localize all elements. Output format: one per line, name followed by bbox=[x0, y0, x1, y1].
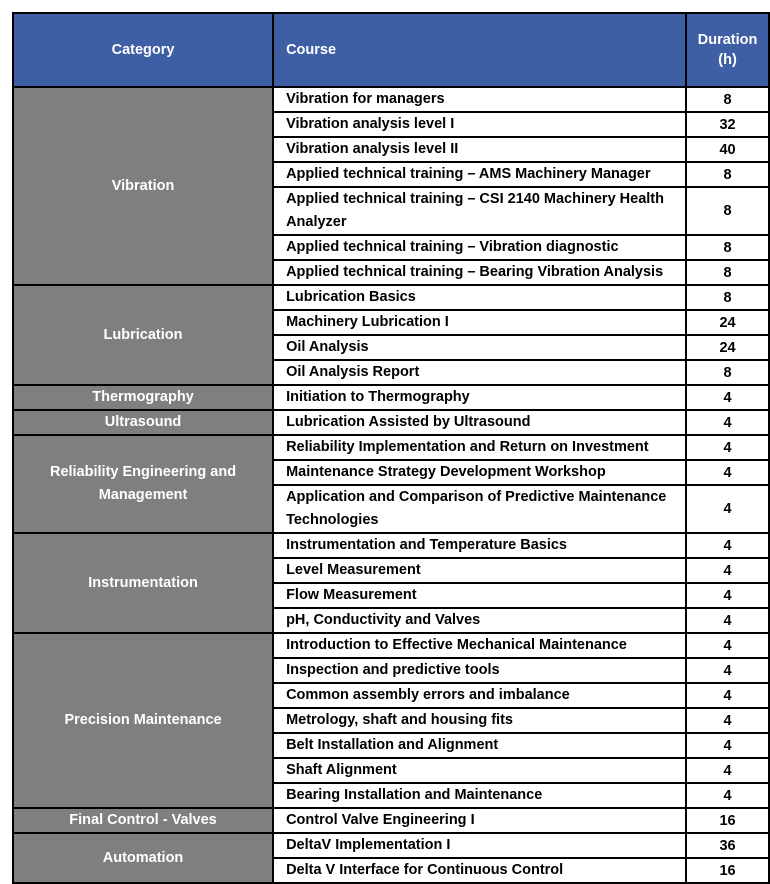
duration-cell: 8 bbox=[686, 285, 769, 310]
course-cell: Bearing Installation and Maintenance bbox=[273, 783, 686, 808]
course-cell: Belt Installation and Alignment bbox=[273, 733, 686, 758]
duration-cell: 8 bbox=[686, 87, 769, 112]
table-row bbox=[13, 833, 769, 858]
course-cell: Application and Comparison of Predictive Maintenance Technologies bbox=[273, 485, 686, 533]
course-table bbox=[12, 12, 770, 884]
duration-cell: 4 bbox=[686, 683, 769, 708]
header-category: Category bbox=[13, 13, 273, 87]
course-cell: Maintenance Strategy Development Workshop bbox=[273, 460, 686, 485]
duration-cell: 24 bbox=[686, 310, 769, 335]
category-cell: Instrumentation bbox=[13, 533, 273, 633]
course-cell: Applied technical training – AMS Machinery Manager bbox=[273, 162, 686, 187]
course-cell: Vibration analysis level II bbox=[273, 137, 686, 162]
course-cell: Shaft Alignment bbox=[273, 758, 686, 783]
course-cell: Common assembly errors and imbalance bbox=[273, 683, 686, 708]
category-cell: Vibration bbox=[13, 87, 273, 285]
course-cell: Level Measurement bbox=[273, 558, 686, 583]
course-cell: Applied technical training – CSI 2140 Machinery Health Analyzer bbox=[273, 187, 686, 235]
category-cell: Thermography bbox=[13, 385, 273, 410]
duration-cell: 4 bbox=[686, 533, 769, 558]
category-cell: Lubrication bbox=[13, 285, 273, 385]
duration-cell: 8 bbox=[686, 235, 769, 260]
duration-cell: 4 bbox=[686, 460, 769, 485]
course-cell: Lubrication Assisted by Ultrasound bbox=[273, 410, 686, 435]
course-cell: Applied technical training – Vibration diagnostic bbox=[273, 235, 686, 260]
duration-cell: 4 bbox=[686, 633, 769, 658]
duration-cell: 4 bbox=[686, 758, 769, 783]
category-cell: Ultrasound bbox=[13, 410, 273, 435]
header-duration: Duration (h) bbox=[686, 13, 769, 87]
duration-cell: 4 bbox=[686, 558, 769, 583]
course-cell: Delta V Interface for Continuous Control bbox=[273, 858, 686, 883]
duration-cell: 4 bbox=[686, 733, 769, 758]
course-cell: Instrumentation and Temperature Basics bbox=[273, 533, 686, 558]
duration-cell: 4 bbox=[686, 485, 769, 533]
table-body bbox=[13, 87, 769, 883]
table-row bbox=[13, 533, 769, 558]
course-table-container bbox=[12, 12, 770, 884]
duration-cell: 4 bbox=[686, 385, 769, 410]
course-cell: Inspection and predictive tools bbox=[273, 658, 686, 683]
table-row bbox=[13, 285, 769, 310]
course-cell: Lubrication Basics bbox=[273, 285, 686, 310]
course-cell: Initiation to Thermography bbox=[273, 385, 686, 410]
duration-cell: 4 bbox=[686, 783, 769, 808]
duration-cell: 36 bbox=[686, 833, 769, 858]
course-cell: Vibration analysis level I bbox=[273, 112, 686, 137]
course-cell: Oil Analysis Report bbox=[273, 360, 686, 385]
duration-cell: 16 bbox=[686, 858, 769, 883]
course-cell: Flow Measurement bbox=[273, 583, 686, 608]
course-cell: Applied technical training – Bearing Vibration Analysis bbox=[273, 260, 686, 285]
duration-cell: 16 bbox=[686, 808, 769, 833]
category-cell: Final Control - Valves bbox=[13, 808, 273, 833]
course-cell: Metrology, shaft and housing fits bbox=[273, 708, 686, 733]
duration-cell: 4 bbox=[686, 608, 769, 633]
duration-cell: 4 bbox=[686, 708, 769, 733]
duration-cell: 4 bbox=[686, 658, 769, 683]
course-cell: Oil Analysis bbox=[273, 335, 686, 360]
course-cell: Introduction to Effective Mechanical Maintenance bbox=[273, 633, 686, 658]
table-row bbox=[13, 410, 769, 435]
duration-cell: 8 bbox=[686, 187, 769, 235]
duration-cell: 4 bbox=[686, 435, 769, 460]
duration-cell: 8 bbox=[686, 162, 769, 187]
category-cell: Automation bbox=[13, 833, 273, 883]
table-row bbox=[13, 385, 769, 410]
header-row bbox=[13, 13, 769, 87]
table-row bbox=[13, 633, 769, 658]
duration-cell: 4 bbox=[686, 410, 769, 435]
course-cell: pH, Conductivity and Valves bbox=[273, 608, 686, 633]
duration-cell: 40 bbox=[686, 137, 769, 162]
header-course: Course bbox=[273, 13, 686, 87]
category-cell: Precision Maintenance bbox=[13, 633, 273, 808]
table-row bbox=[13, 808, 769, 833]
course-cell: Reliability Implementation and Return on Investment bbox=[273, 435, 686, 460]
table-row bbox=[13, 87, 769, 112]
duration-cell: 8 bbox=[686, 260, 769, 285]
duration-cell: 4 bbox=[686, 583, 769, 608]
course-cell: DeltaV Implementation I bbox=[273, 833, 686, 858]
category-cell: Reliability Engineering and Management bbox=[13, 435, 273, 533]
table-row bbox=[13, 435, 769, 460]
course-cell: Vibration for managers bbox=[273, 87, 686, 112]
duration-cell: 24 bbox=[686, 335, 769, 360]
duration-cell: 8 bbox=[686, 360, 769, 385]
duration-cell: 32 bbox=[686, 112, 769, 137]
course-cell: Control Valve Engineering I bbox=[273, 808, 686, 833]
course-cell: Machinery Lubrication I bbox=[273, 310, 686, 335]
